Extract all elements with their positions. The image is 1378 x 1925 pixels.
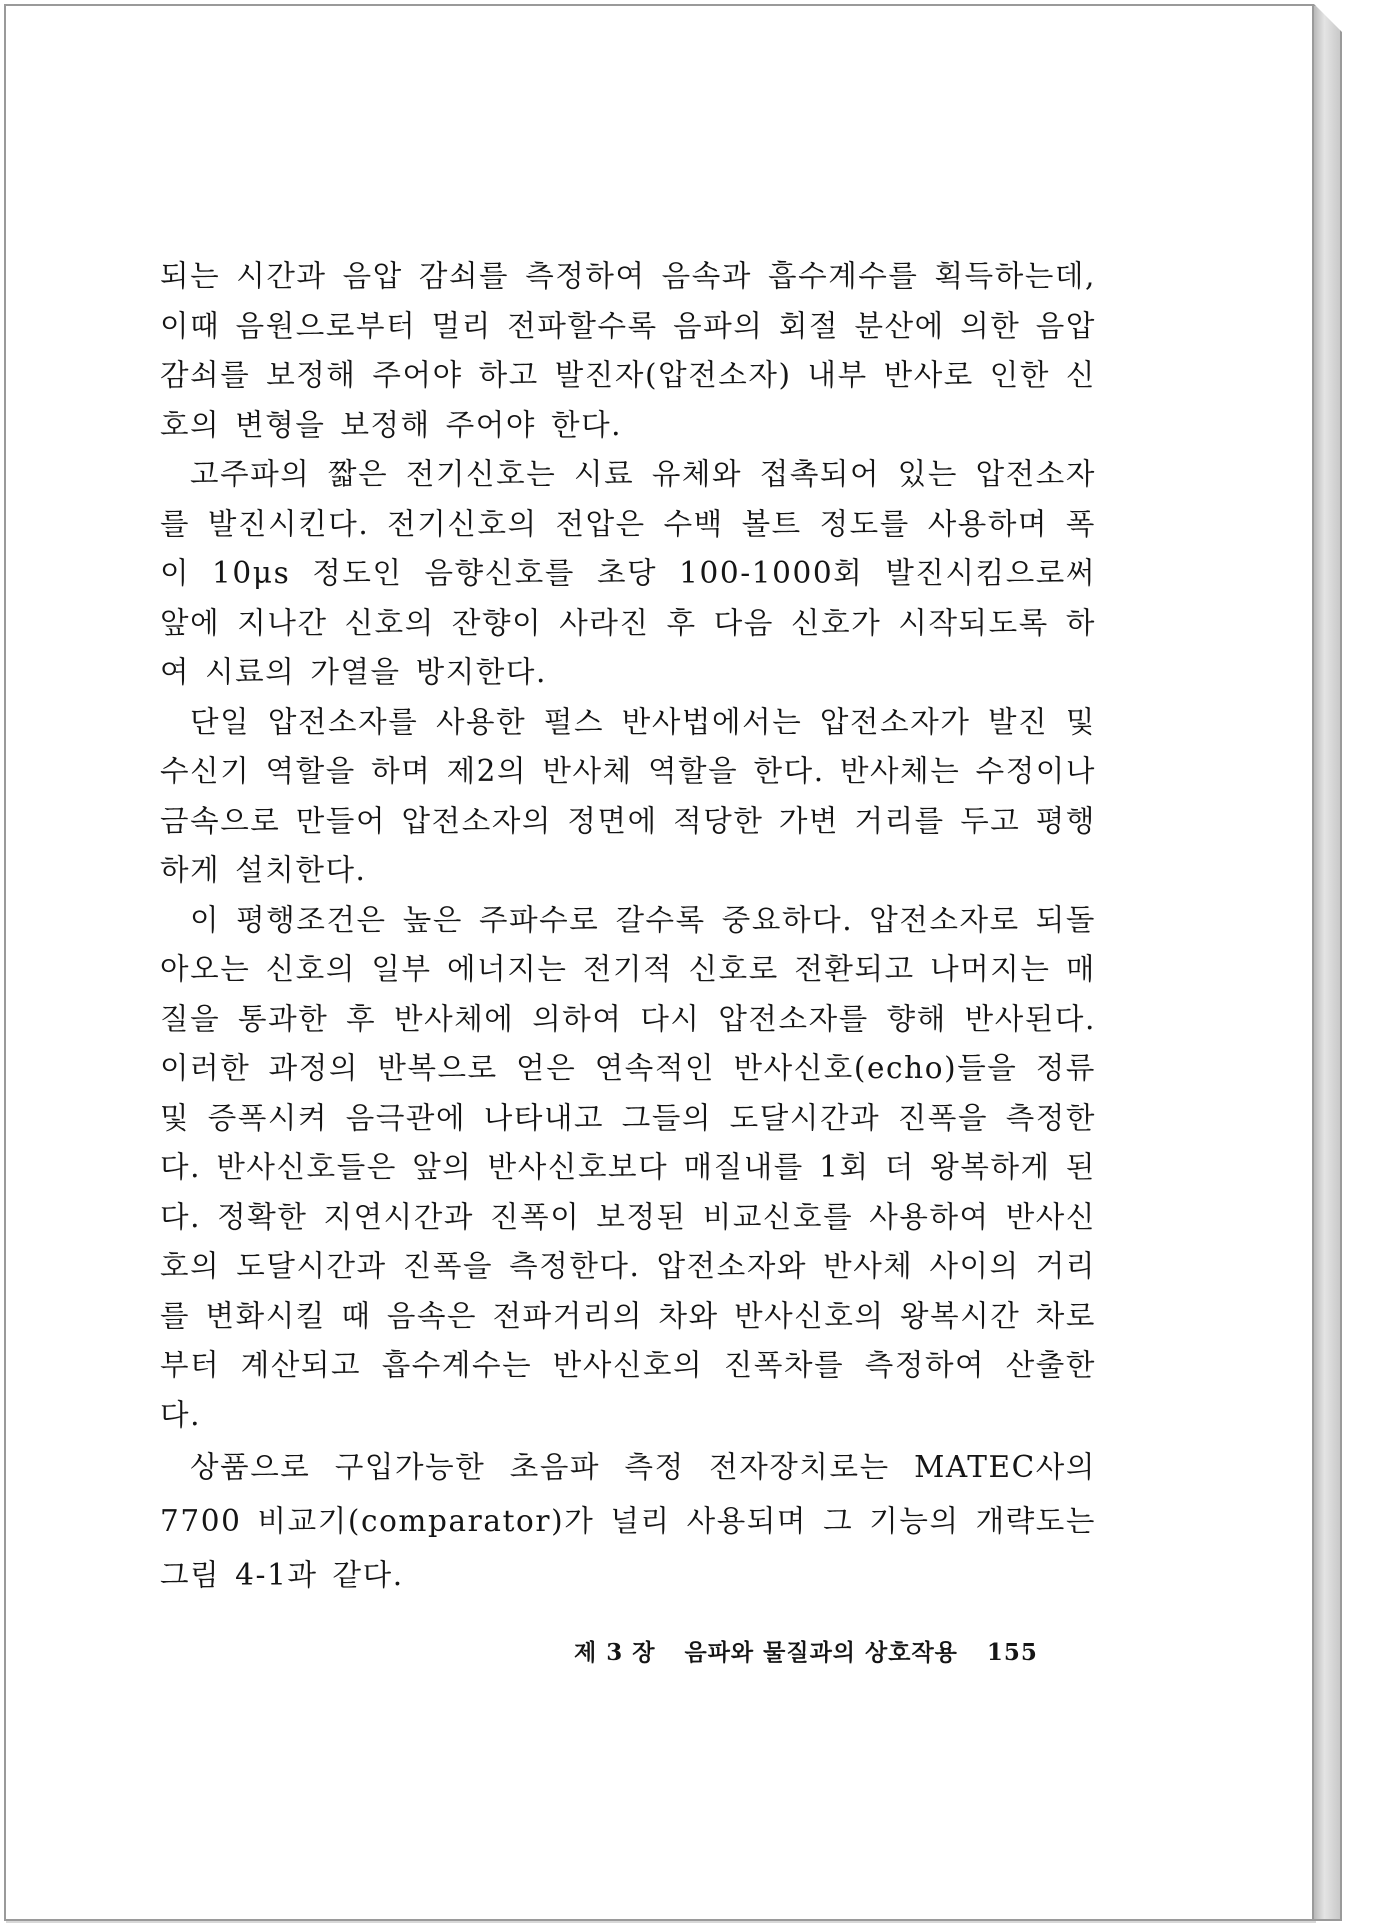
page-number: 155 <box>986 1639 1038 1666</box>
page-edge <box>1314 4 1342 1921</box>
page-corner <box>1314 4 1342 32</box>
paragraph-continued: 되는 시간과 음압 감쇠를 측정하여 음속과 흡수계수를 획득하는데, 이때 음원으로부터 멀리 전파할수록 음파의 회절 분산에 의한 음압 감쇠를 보정해 주어야 하고 발진자(압전소자) 내부 반사로 인한 신호의 변형을 보정해 주어야 한다. <box>160 259 1096 442</box>
paragraph-matec-comparator: 상품으로 구입가능한 초음파 측정 전자장치로는 MATEC사의 7700 비교기(comparator)가 널리 사용되며 그 기능의 개략도는 그림 4-1과 같다. <box>160 1450 1096 1592</box>
paragraph-electric-signal: 고주파의 짧은 전기신호는 시료 유체와 접촉되어 있는 압전소자를 발진시킨다. 전기신호의 전압은 수백 볼트 정도를 사용하며 폭이 10μs 정도인 음향신호를 초당 100-1000회 발진시킴으로써 앞에 지나간 신호의 잔향이 사라진 후 다음 신호가 시작되도록 하여 시료의 가열을 방지한다. <box>160 457 1096 689</box>
body-text <box>160 252 1096 1602</box>
chapter-label: 제 3 장 <box>574 1639 656 1666</box>
running-footer <box>574 1634 1114 1667</box>
chapter-title: 음파와 물질과의 상호작용 <box>684 1639 958 1666</box>
paragraph-parallel-condition: 이 평행조건은 높은 주파수로 갈수록 중요하다. 압전소자로 되돌아오는 신호의 일부 에너지는 전기적 신호로 전환되고 나머지는 매질을 통과한 후 반사체에 의하여 다시 압전소자를 향해 반사된다. 이러한 과정의 반복으로 얻은 연속적인 반사신호(echo)들을 정류 및 증폭시켜 음극관에 나타내고 그들의 도달시간과 진폭을 측정한다. 반사신호들은 앞의 반사신호보다 매질내를 1회 더 왕복하게 된다. 정확한 지연시간과 진폭이 보정된 비교신호를 사용하여 반사신호의 도달시간과 진폭을 측정한다. 압전소자와 반사체 사이의 거리를 변화시킬 때 음속은 전파거리의 차와 반사신호의 왕복시간 차로부터 계산되고 흡수계수는 반사신호의 진폭차를 측정하여 산출한다. <box>160 902 1096 1432</box>
paragraph-pulse-echo: 단일 압전소자를 사용한 펄스 반사법에서는 압전소자가 발진 및 수신기 역할을 하며 제2의 반사체 역할을 한다. 반사체는 수정이나 금속으로 만들어 압전소자의 정면에 적당한 가변 거리를 두고 평행하게 설치한다. <box>160 704 1096 887</box>
